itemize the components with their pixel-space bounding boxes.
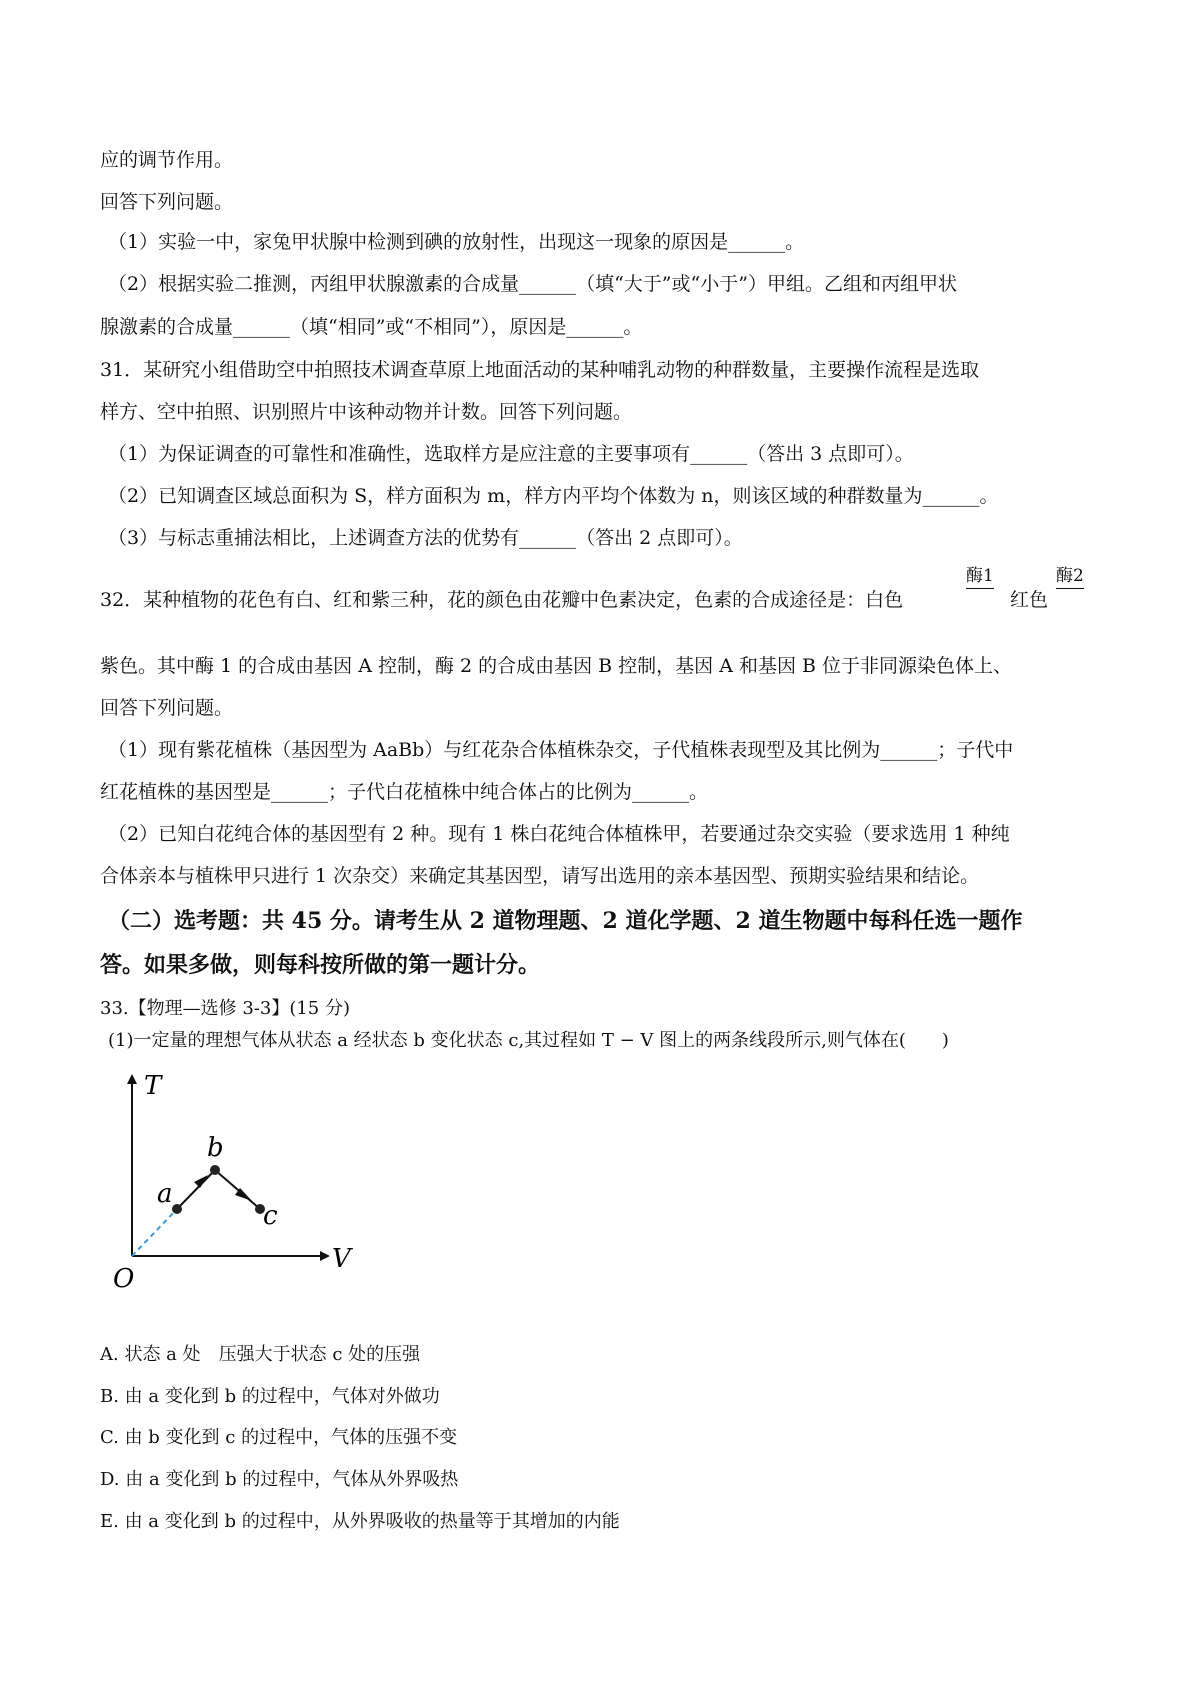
enzyme1-arrow-label: 酶1 xyxy=(966,566,994,589)
section-heading: （二）选考题：共 45 分。请考生从 2 道物理题、2 道化学题、2 道生物题中每科任选一题作 xyxy=(108,908,1023,934)
v-axis-label: V xyxy=(332,1244,351,1274)
text-line: 回答下列问题。 xyxy=(100,697,234,719)
q32-stem: 32．某种植物的花色有白、红和紫三种，花的颜色由花瓣中色素决定，色素的合成途径是：白色 xyxy=(100,589,904,611)
q30-part1: （1）实验一中，家兔甲状腺中检测到碘的放射性，出现这一现象的原因是______。 xyxy=(108,231,805,253)
q31-part1: （1）为保证调查的可靠性和准确性，选取样方是应注意的主要事项有______（答出 3 点即可）。 xyxy=(108,443,914,465)
origin-label: O xyxy=(113,1264,135,1294)
q31-part3: （3）与标志重捕法相比，上述调查方法的优势有______（答出 2 点即可）。 xyxy=(108,527,743,549)
q33-title: 33.【物理—选修 3-3】(15 分) xyxy=(100,998,351,1019)
option-e: E. 由 a 变化到 b 的过程中，从外界吸收的热量等于其增加的内能 xyxy=(100,1511,620,1532)
q30-part2: （2）根据实验二推测，丙组甲状腺激素的合成量______（填“大于”或“小于”）甲组。乙组和丙组甲状 xyxy=(108,273,957,295)
q31-stem: 31．某研究小组借助空中拍照技术调查草原上地面活动的某种哺乳动物的种群数量，主要操作流程是选取 xyxy=(100,359,980,381)
tv-diagram xyxy=(100,1064,380,1294)
point-b-dot xyxy=(210,1165,220,1175)
text-line: 腺激素的合成量______（填“相同”或“不相同”），原因是______。 xyxy=(100,316,643,338)
point-a-dot xyxy=(172,1204,182,1214)
text-line: 样方、空中拍照、识别照片中该种动物并计数。回答下列问题。 xyxy=(100,401,633,423)
enzyme2-arrow-label: 酶2 xyxy=(1056,566,1084,589)
origin-dashed-line xyxy=(132,1209,177,1256)
q32-part1: （1）现有紫花植株（基因型为 AaBb）与红花杂合体植株杂交，子代植株表现型及其比例为______；子代中 xyxy=(108,739,1014,761)
option-c: C. 由 b 变化到 c 的过程中，气体的压强不变 xyxy=(100,1427,458,1448)
option-a: A. 状态 a 处 压强大于状态 c 处的压强 xyxy=(100,1344,421,1365)
option-b: B. 由 a 变化到 b 的过程中，气体对外做功 xyxy=(100,1386,440,1407)
text-line: 应的调节作用。 xyxy=(100,149,234,171)
text-line: 紫色。其中酶 1 的合成由基因 A 控制，酶 2 的合成由基因 B 控制，基因 A 和基因 B 位于非同源染色体上、 xyxy=(100,655,1013,677)
q33-part1-stem: (1)一定量的理想气体从状态 a 经状态 b 变化状态 c,其过程如 T − V 图上的两条线段所示,则气体在( ) xyxy=(108,1030,949,1051)
point-a-label: a xyxy=(157,1179,173,1209)
point-c-label: c xyxy=(263,1201,278,1231)
text-line: 回答下列问题。 xyxy=(100,191,234,213)
text-line: 红色 xyxy=(1010,589,1049,611)
text-line: 红花植株的基因型是______；子代白花植株中纯合体占的比例为______。 xyxy=(100,781,709,803)
text-line: 合体亲本与植株甲只进行 1 次杂交）来确定其基因型，请写出选用的亲本基因型、预期实验结果和结论。 xyxy=(100,865,980,887)
q31-part2: （2）已知调查区域总面积为 S，样方面积为 m，样方内平均个体数为 n，则该区域的种群数量为______。 xyxy=(108,485,999,507)
point-b-label: b xyxy=(207,1133,224,1163)
segment-bc xyxy=(215,1170,260,1209)
q32-part2: （2）已知白花纯合体的基因型有 2 种。现有 1 株白花纯合体植株甲，若要通过杂交实验（要求选用 1 种纯 xyxy=(108,823,1010,845)
arrow-ab xyxy=(194,1175,208,1188)
t-axis-label: T xyxy=(144,1071,162,1101)
section-heading-cont: 答。如果多做，则每科按所做的第一题计分。 xyxy=(100,952,541,978)
segment-ab xyxy=(177,1170,215,1209)
option-d: D. 由 a 变化到 b 的过程中，气体从外界吸热 xyxy=(100,1469,459,1490)
